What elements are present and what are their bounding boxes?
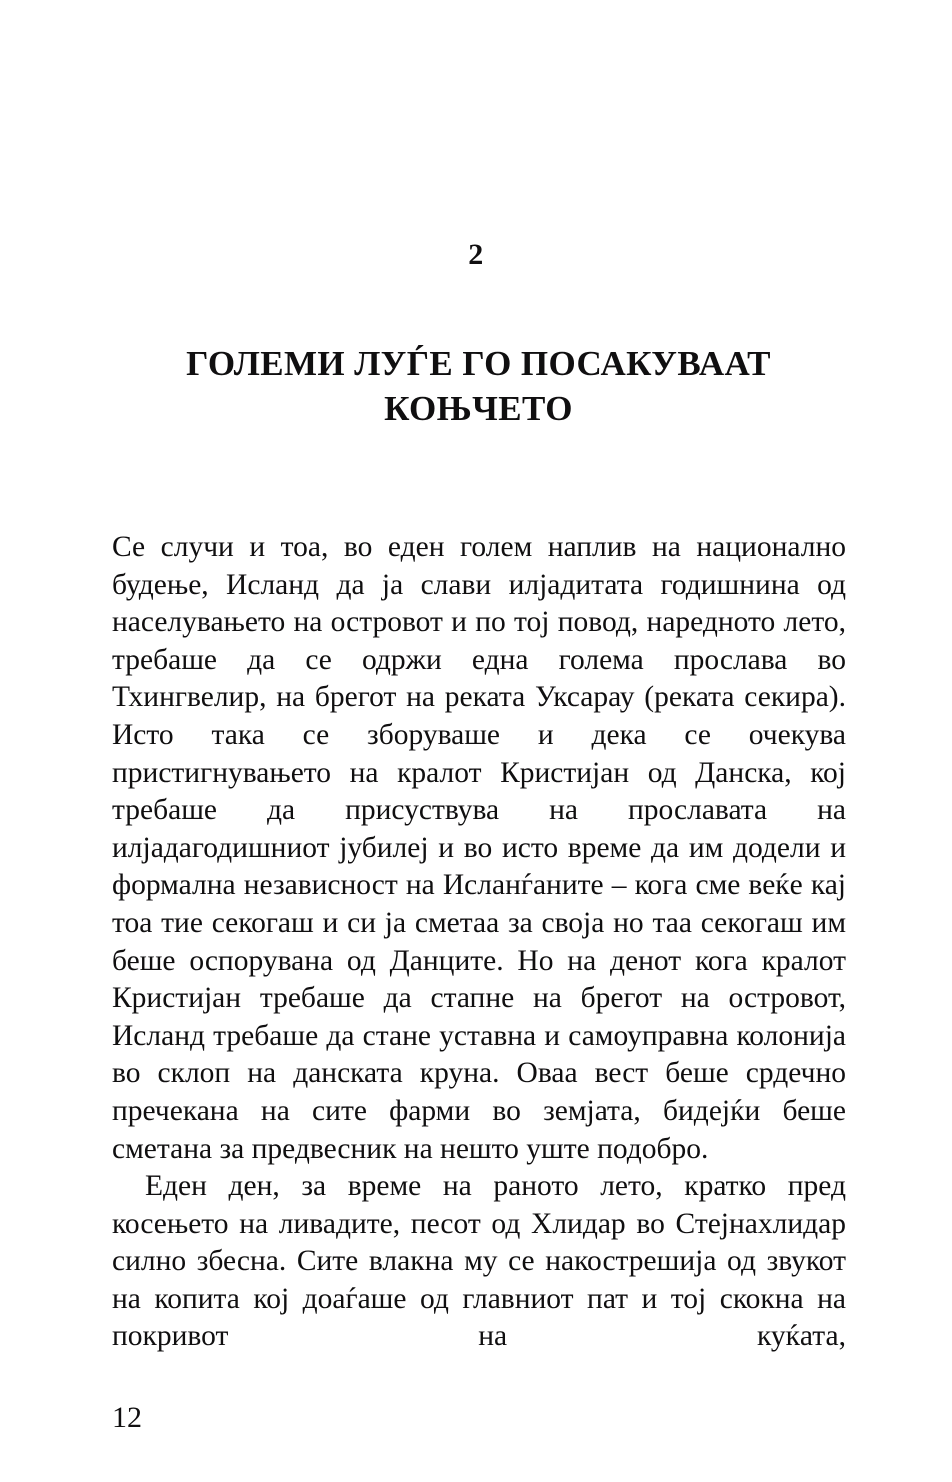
page-number: 12 bbox=[112, 1401, 142, 1434]
chapter-title-line-2: КОЊЧЕТО bbox=[384, 389, 573, 429]
paragraph-1: Се случи и тоа, во еден голем наплив на национално будење, Исланд да ја слави илјадитата годишнина од населувањето на островот и по тој повод, наредното лето, требаше да се одржи една голема прослава во Тхингвелир, на брегот на реката Уксарау (реката секира). Исто така се зборуваше и дека се очекува пристигнувањето на кралот Кристијан од Данска, кој требаше да присуствува на прославата на илјадагодишниот јубилеј и во исто време да им додели и формална независност на Исланѓаните – кога сме веќе кај тоа тие секогаш и си ја сметаа за своја но таа секогаш им беше оспорувана од Данците. Но на денот кога кралот Кристијан требаше да стапне на брегот на островот, Исланд требаше да стане уставна и самоуправна колонија во склоп на данската круна. Оваа вест беше срдечно пречекана на сите фарми во земјата, бидејќи беше сметана за предвесник на нешто уште подобро. bbox=[112, 531, 861, 1165]
chapter-number: 2 bbox=[468, 238, 484, 271]
paragraph-2: Еден ден, за време на раното лето, кратко пред косењето на ливадите, песот од Хлидар во Стејнахлидар силно збесна. Сите влакна му се накострешија од звукот на копита кој доаѓаше од главниот пат и тој скокна на покривот на куќата, bbox=[112, 1170, 854, 1353]
chapter-title bbox=[112, 341, 845, 431]
chapter-title-line-1: ГОЛЕМИ ЛУЃЕ ГО ПОСАКУВААТ bbox=[186, 344, 771, 384]
body-text bbox=[112, 529, 861, 1356]
